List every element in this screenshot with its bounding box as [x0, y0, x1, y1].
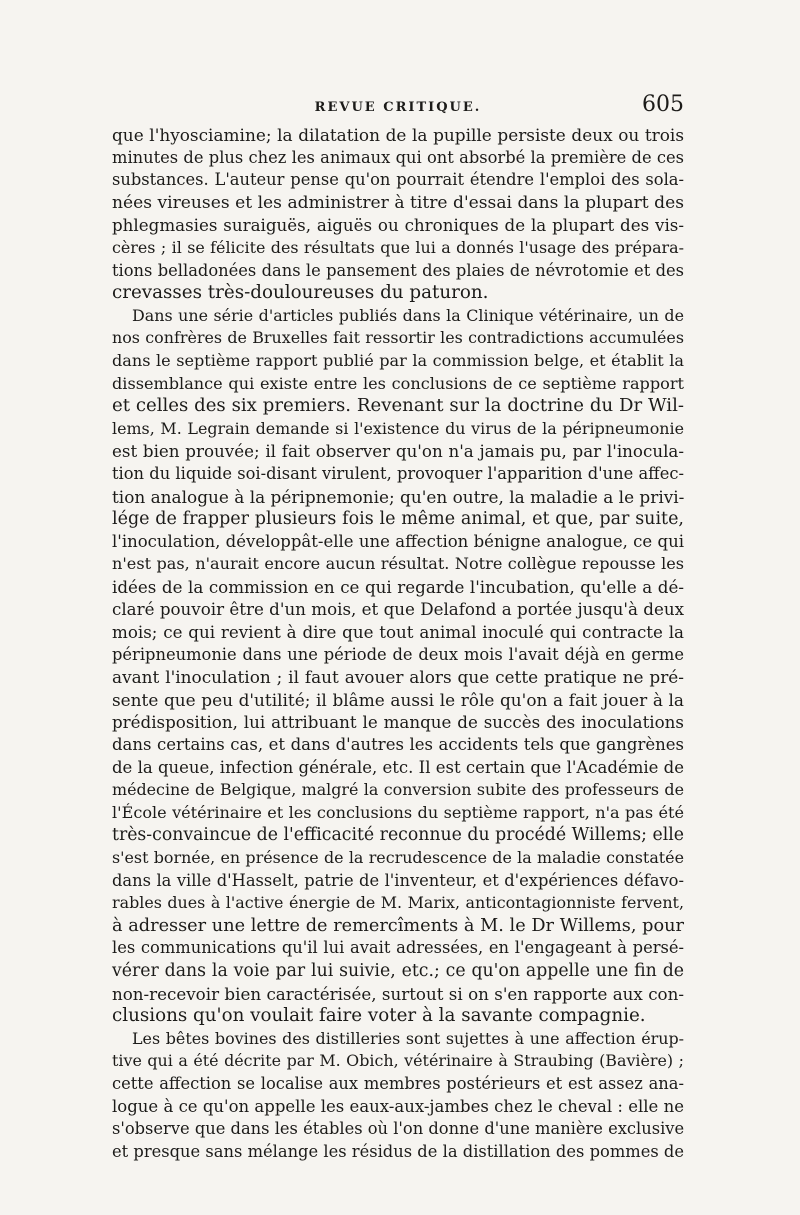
- body-text: [112, 124, 684, 1163]
- page-header: [112, 92, 684, 122]
- text-line: rables dues à l'active énergie de M. Marix, anticontagionniste fervent,: [112, 893, 684, 913]
- running-title: REVUE CRITIQUE.: [314, 100, 482, 115]
- text-line: phlegmasies suraiguës, aiguës ou chroniques de la plupart des vis-: [112, 215, 684, 236]
- text-line: idées de la commission en ce qui regarde l'incubation, qu'elle a dé-: [112, 576, 684, 597]
- text-line: médecine de Belgique, malgré la conversion subite des professeurs de: [112, 780, 684, 800]
- text-line: substances. L'auteur pense qu'on pourrait étendre l'emploi des sola-: [112, 170, 684, 190]
- text-line: logue à ce qu'on appelle les eaux-aux-jambes chez le cheval : elle ne: [112, 1096, 684, 1116]
- text-line: n'est pas, n'aurait encore aucun résultat. Notre collègue repousse les: [112, 554, 684, 574]
- text-line: vérer dans la voie par lui suivie, etc.; ce qu'on appelle une fin de: [112, 960, 684, 981]
- text-line: que l'hyosciamine; la dilatation de la pupille persiste deux ou trois: [112, 125, 684, 145]
- text-line: l'inoculation, développât-elle une affection bénigne analogue, ce qui: [112, 531, 684, 551]
- text-line: lége de frapper plusieurs fois le même animal, et que, par suite,: [112, 509, 684, 530]
- text-line: dans le septième rapport publié par la commission belge, et établit la: [112, 350, 684, 370]
- text-line: non-recevoir bien caractérisée, surtout si on s'en rapporte aux con-: [112, 983, 684, 1004]
- text-line: à adresser une lettre de remercîments à M. le Dr Willems, pour: [112, 915, 684, 936]
- text-line: sente que peu d'utilité; il blâme aussi le rôle qu'on a fait jouer à la: [112, 689, 684, 710]
- text-line: lems, M. Legrain demande si l'existence du virus de la péripneumonie: [112, 418, 684, 438]
- text-line: tive qui a été décrite par M. Obich, vétérinaire à Straubing (Bavière) ;: [112, 1051, 684, 1071]
- text-line: dans certains cas, et dans d'autres les accidents tels que gangrènes: [112, 735, 684, 755]
- text-line: cères ; il se félicite des résultats que lui a donnés l'usage des prépara-: [112, 237, 684, 257]
- text-line: péripneumonie dans une période de deux mois l'avait déjà en germe: [112, 644, 684, 664]
- text-line: avant l'inoculation ; il faut avouer alors que cette pratique ne pré-: [112, 667, 684, 688]
- text-line: tions belladonées dans le pansement des plaies de névrotomie et des: [112, 260, 684, 280]
- text-line: prédisposition, lui attribuant le manque de succès des inoculations: [112, 712, 684, 733]
- text-line: s'observe que dans les étables où l'on donne d'une manière exclusive: [112, 1119, 685, 1139]
- text-line: claré pouvoir être d'un mois, et que Delafond a portée jusqu'à deux: [112, 599, 684, 620]
- text-line: Les bêtes bovines des distilleries sont sujettes à une affection érup-: [132, 1028, 684, 1048]
- text-line: crevasses très-douloureuses du paturon.: [112, 282, 489, 304]
- text-line: minutes de plus chez les animaux qui ont absorbé la première de ces: [112, 147, 684, 167]
- text-line: nées vireuses et les administrer à titre d'essai dans la plupart des: [112, 192, 684, 213]
- text-line: tion analogue à la péripnemonie; qu'en outre, la maladie a le privi-: [112, 486, 685, 507]
- text-line: mois; ce qui revient à dire que tout animal inoculé qui contracte la: [112, 622, 684, 643]
- text-line: et presque sans mélange les résidus de la distillation des pommes de: [112, 1141, 684, 1161]
- text-line: très-convaincue de l'efficacité reconnue du procédé Willems; elle: [112, 825, 684, 846]
- text-line: de la queue, infection générale, etc. Il est certain que l'Académie de: [112, 757, 684, 777]
- text-line: s'est bornée, en présence de la recrudescence de la maladie constatée: [112, 848, 684, 867]
- text-line: dans la ville d'Hasselt, patrie de l'inventeur, et d'expériences défavo-: [112, 870, 684, 890]
- page-number: 605: [642, 92, 684, 117]
- text-line: nos confrères de Bruxelles fait ressortir les contradictions accumulées: [112, 328, 684, 348]
- text-line: l'École vétérinaire et les conclusions du septième rapport, n'a pas été: [112, 802, 684, 822]
- text-line: les communications qu'il lui avait adressées, en l'engageant à persé-: [112, 938, 684, 958]
- text-line: est bien prouvée; il fait observer qu'on n'a jamais pu, par l'inocula-: [112, 441, 684, 462]
- text-line: tion du liquide soi-disant virulent, provoquer l'apparition d'une affec-: [112, 463, 684, 483]
- text-line: dissemblance qui existe entre les conclusions de ce septième rapport: [112, 373, 684, 393]
- text-line: et celles des six premiers. Revenant sur la doctrine du Dr Wil-: [112, 395, 684, 417]
- text-line: cette affection se localise aux membres postérieurs et est assez ana-: [112, 1073, 684, 1093]
- text-line: clusions qu'on voulait faire voter à la savante compagnie.: [112, 1005, 646, 1027]
- text-line: Dans une série d'articles publiés dans la Clinique vétérinaire, un de: [132, 305, 684, 325]
